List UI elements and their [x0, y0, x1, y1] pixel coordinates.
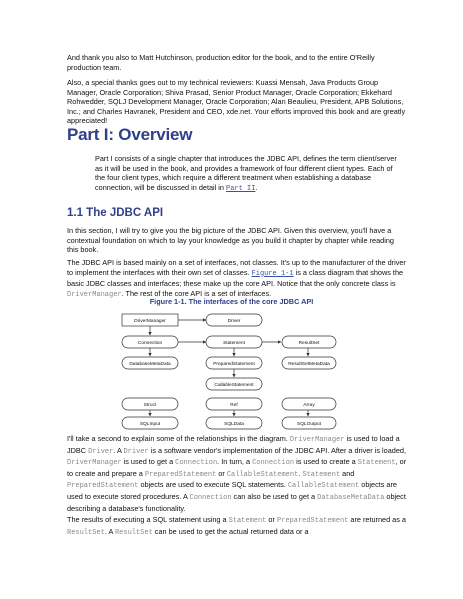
code-inline: DatabaseMetaData: [317, 493, 385, 502]
p4-text: can also be used to get a: [231, 491, 318, 501]
part-title: Part I: Overview: [67, 125, 193, 144]
node-databasemetadata: DatabaseMetaData: [129, 362, 171, 367]
p5-text: or: [266, 515, 277, 524]
node-driver: Driver: [227, 319, 241, 324]
p3-text-2: is a class diagram that shows the basic JDBC classes and interfaces; these make up the core API. Notice that the only concrete class is: [67, 267, 404, 289]
part-ii-link[interactable]: Part II: [226, 184, 256, 193]
code-inline: Driver: [88, 447, 114, 456]
node-resultset: ResultSet: [298, 341, 320, 346]
code-inline: Statement: [228, 517, 267, 525]
reviewers-paragraph: Also, a special thanks goes out to my technical reviewers: Kuassi Mensah, Java Products Group Manager, Oracle Corporation; Shiva Prasad, Senior Product Manager, Oracle Corporation; Ekkehard Rohwedder, SQLJ Development Manager, Oracle Corporation; Alan Beaulieu, President, APB Solutions, Inc.; and Charles Havranek, President and CEO, xde.net. Your efforts improved this book and are greatly appreciated!: [67, 78, 406, 126]
code-inline: DriverManager: [289, 436, 345, 444]
code-inline: ResultSet: [114, 528, 153, 537]
p4-text: .: [298, 468, 303, 478]
p4-text: . In turn, a: [217, 457, 253, 467]
node-callablestatement: CallableStatement: [214, 383, 254, 388]
code-inline: Connection: [175, 459, 218, 468]
p4-text: is used to get a: [121, 457, 176, 467]
interfaces-paragraph: [67, 258, 407, 300]
code-inline: Connection: [189, 493, 232, 502]
node-statement: Statement: [223, 341, 245, 346]
p4-text: object describing a database's functionality.: [67, 491, 406, 513]
p5-text: can be used to get the actual returned data or a: [152, 526, 309, 536]
p5-text: The results of executing a SQL statement using a: [67, 515, 229, 524]
code-inline: PreparedStatement: [67, 482, 139, 491]
code-inline: ResultSet: [67, 528, 105, 537]
node-sqlinput: SQLInput: [139, 422, 161, 427]
section-intro-paragraph: In this section, I will try to give you the big picture of the JDBC API. Given this overview, you'll have a contextual foundation on which to lay your knowledge as you build it chapter by chapter while reading this book.: [67, 226, 394, 255]
node-sqldata: SQLData: [224, 422, 244, 427]
code-inline: Connection: [252, 459, 295, 468]
p4-text: . A: [113, 445, 124, 455]
p4-text: , or to create and prepare a: [67, 457, 407, 478]
p3-text-1: The JDBC API is based mainly on a set of interfaces, not classes. It's up to the manufacturer of the driver to implement the interfaces with their own set of classes.: [67, 258, 406, 277]
p4-text: objects are used to execute SQL statements.: [138, 480, 288, 490]
node-array: Array: [303, 403, 315, 408]
code-inline: Statement: [302, 470, 341, 479]
node-preparedstatement: PreparedStatement: [213, 362, 255, 367]
p4-text: I'll take a second to explain some of the relationships in the diagram.: [67, 434, 290, 443]
code-inline: CallableStatement: [287, 482, 360, 491]
node-drivermanager: DriverManager: [134, 319, 166, 324]
p3-text-3: . The rest of the core API is a set of interfaces.: [121, 288, 272, 298]
p4-text: is used to load a JDBC: [67, 434, 400, 455]
node-connection: Connection: [137, 341, 163, 346]
code-inline: Statement: [357, 459, 396, 468]
figure-1-1-link[interactable]: Figure 1-1: [251, 269, 294, 278]
p4-text: and: [340, 468, 355, 478]
jdbc-class-diagram: [120, 311, 340, 433]
results-paragraph: [67, 515, 407, 538]
acknowledgment-paragraph: And thank you also to Matt Hutchinson, production editor for the book, and to the entire O'Reilly production team.: [67, 53, 375, 72]
p4-text: or: [216, 468, 227, 478]
node-struct: Struct: [143, 403, 157, 408]
node-sqloutput: SQLOutput: [297, 422, 321, 427]
code-inline: CallableStatement: [226, 470, 299, 479]
code-inline: PreparedStatement: [144, 470, 217, 479]
p5-text: . A: [104, 526, 115, 536]
node-resultsetmetadata: ResultSetMetaData: [288, 362, 330, 367]
figure-caption: Figure 1-1. The interfaces of the core JDBC API: [149, 297, 314, 306]
p4-text: is a software vendor's implementation of the JDBC API. After a driver is loaded,: [148, 445, 406, 455]
part-intro-paragraph: [95, 154, 400, 194]
p4-text: objects are used to execute stored procedures. A: [67, 480, 397, 501]
node-ref: Ref: [230, 403, 238, 408]
part-intro-end: .: [255, 182, 258, 192]
p4-text: is used to create a: [294, 457, 358, 467]
code-drivermanager: DriverManager: [67, 290, 122, 299]
code-inline: Driver: [123, 447, 149, 456]
relationships-paragraph: [67, 434, 407, 513]
section-title: 1.1 The JDBC API: [67, 207, 164, 219]
code-inline: PreparedStatement: [276, 517, 349, 525]
p5-text: are returned as a: [348, 515, 406, 524]
part-intro-text: Part I consists of a single chapter that introduces the JDBC API, defines the term client/server as it will be used in the book, and provides a framework of four different client types. Each of the four client types, which require a different treatment when establishing a database connection, will be discussed in detail in: [95, 154, 397, 192]
code-inline: DriverManager: [67, 459, 122, 468]
